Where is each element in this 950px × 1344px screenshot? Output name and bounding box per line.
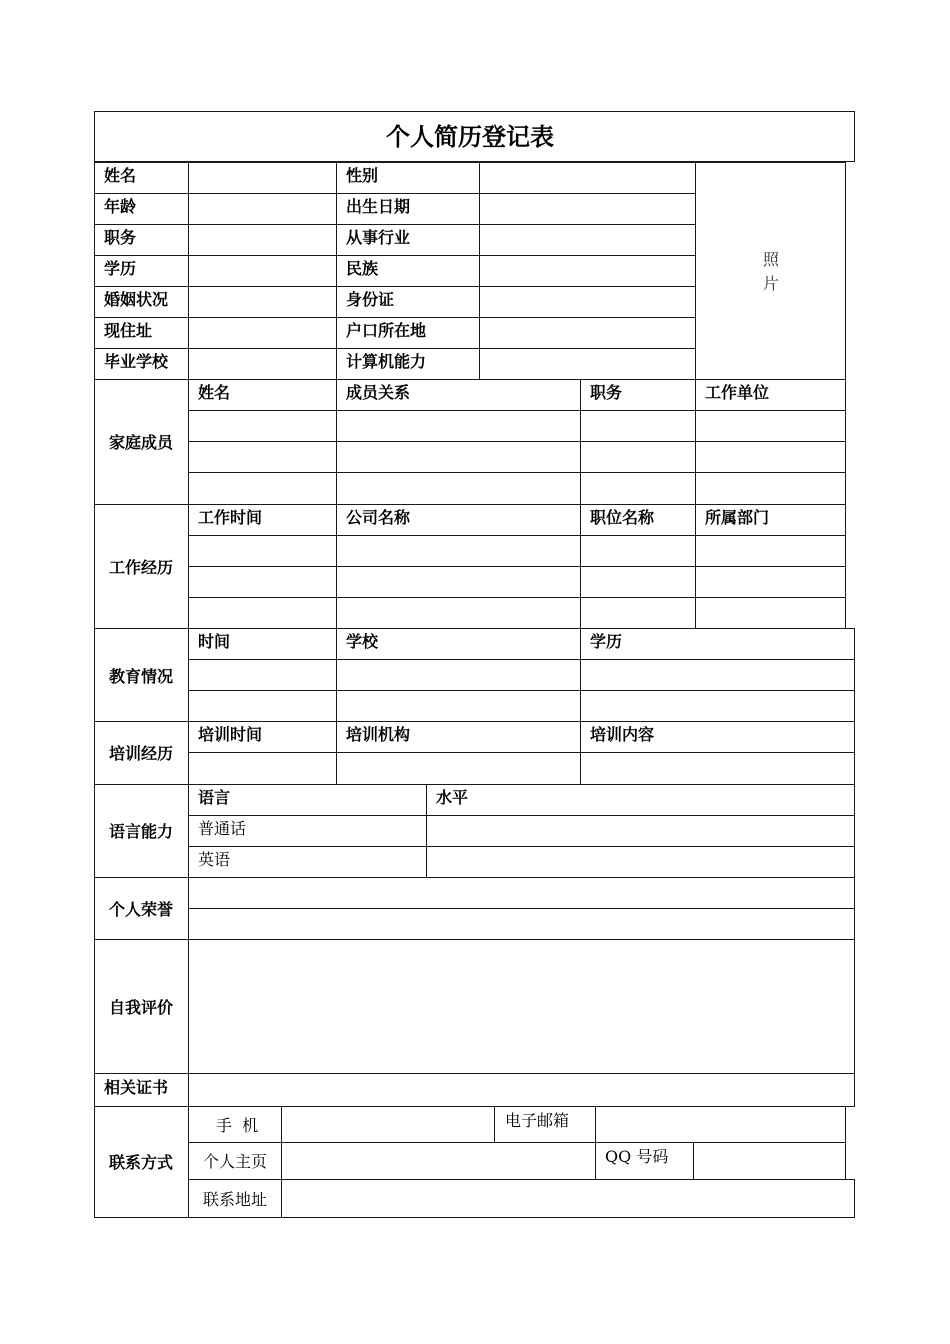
work-row-cell[interactable]	[695, 566, 846, 598]
honors-input[interactable]	[188, 877, 855, 909]
edu-row-cell[interactable]	[336, 659, 581, 691]
education-input[interactable]	[188, 255, 337, 287]
family-row-cell[interactable]	[695, 472, 846, 505]
language-header-cell	[426, 784, 855, 816]
marital-label: 婚姻状况	[104, 290, 169, 309]
family-row-cell[interactable]	[336, 441, 581, 473]
age-input[interactable]	[188, 193, 337, 225]
language-header-language: 语言	[198, 788, 231, 807]
name-label: 姓名	[104, 166, 137, 185]
language-row-english: 英语	[198, 850, 231, 869]
edu-row-cell[interactable]	[580, 659, 855, 691]
family-row-cell[interactable]	[188, 441, 337, 473]
language-level-input[interactable]	[426, 846, 855, 878]
work-row-cell[interactable]	[188, 597, 337, 629]
certificates-section-label: 相关证书	[104, 1078, 169, 1097]
marital-input[interactable]	[188, 286, 337, 318]
gender-input[interactable]	[479, 162, 696, 194]
training-row-cell[interactable]	[336, 752, 581, 785]
gender-label: 性别	[346, 166, 379, 185]
training-header-content: 培训内容	[590, 725, 655, 744]
photo-label: 照 片	[762, 250, 779, 293]
edu-row-cell[interactable]	[336, 690, 581, 722]
birth-input[interactable]	[479, 193, 696, 225]
work-row-cell[interactable]	[580, 566, 696, 598]
family-section-label: 家庭成员	[109, 433, 174, 452]
computer-label: 计算机能力	[346, 352, 427, 371]
age-label: 年龄	[104, 197, 137, 216]
form-title: 个人简历登记表	[386, 122, 554, 151]
family-row-cell[interactable]	[695, 441, 846, 473]
family-row-cell[interactable]	[336, 472, 581, 505]
family-header-employer: 工作单位	[705, 383, 770, 402]
family-row-cell[interactable]	[695, 410, 846, 442]
language-level-input[interactable]	[426, 815, 855, 847]
work-row-cell[interactable]	[580, 535, 696, 567]
training-row-cell[interactable]	[188, 752, 337, 785]
language-row-mandarin: 普通话	[198, 819, 247, 838]
position-input[interactable]	[188, 224, 337, 256]
work-row-cell[interactable]	[695, 597, 846, 629]
birth-label: 出生日期	[346, 197, 411, 216]
training-header-time: 培训时间	[198, 725, 263, 744]
homepage-input[interactable]	[281, 1142, 596, 1180]
family-row-cell[interactable]	[188, 410, 337, 442]
work-row-cell[interactable]	[336, 566, 581, 598]
contact-section-label: 联系方式	[109, 1153, 174, 1172]
edu-header-degree: 学历	[590, 632, 623, 651]
family-row-cell[interactable]	[188, 472, 337, 505]
hukou-label: 户口所在地	[346, 321, 427, 340]
language-section-label: 语言能力	[109, 822, 174, 841]
edu-row-cell[interactable]	[580, 690, 855, 722]
edu-row-cell[interactable]	[188, 659, 337, 691]
ethnicity-input[interactable]	[479, 255, 696, 287]
address-input[interactable]	[188, 317, 337, 349]
edu-section-label: 教育情况	[109, 667, 174, 686]
id-input[interactable]	[479, 286, 696, 318]
edu-header-school: 学校	[346, 632, 379, 651]
contact-address-label: 联系地址	[203, 1190, 268, 1209]
qq-input[interactable]	[693, 1142, 846, 1180]
family-header-position: 职务	[590, 383, 623, 402]
work-row-cell[interactable]	[336, 597, 581, 629]
training-section-label: 培训经历	[109, 744, 174, 763]
family-row-cell[interactable]	[580, 472, 696, 505]
edu-header-time: 时间	[198, 632, 231, 651]
email-input[interactable]	[595, 1106, 846, 1143]
id-label: 身份证	[346, 290, 395, 309]
work-row-cell[interactable]	[188, 535, 337, 567]
work-header-company: 公司名称	[346, 508, 411, 527]
homepage-label: 个人主页	[203, 1152, 268, 1171]
work-row-cell[interactable]	[336, 535, 581, 567]
training-row-cell[interactable]	[580, 752, 855, 785]
contact-address-input[interactable]	[281, 1179, 855, 1218]
family-row-cell[interactable]	[336, 410, 581, 442]
phone-input[interactable]	[281, 1106, 495, 1143]
honors-input[interactable]	[188, 908, 855, 940]
honors-section-label: 个人荣誉	[109, 900, 174, 919]
self-eval-input[interactable]	[188, 939, 855, 1074]
position-label: 职务	[104, 228, 137, 247]
work-header-time: 工作时间	[198, 508, 263, 527]
education-label: 学历	[104, 259, 137, 278]
school-input[interactable]	[188, 348, 337, 380]
name-input[interactable]	[188, 162, 337, 194]
work-row-cell[interactable]	[695, 535, 846, 567]
family-row-cell[interactable]	[580, 441, 696, 473]
computer-input[interactable]	[479, 348, 696, 380]
work-header-department: 所属部门	[705, 508, 770, 527]
certificates-input[interactable]	[188, 1073, 855, 1107]
hukou-input[interactable]	[479, 317, 696, 349]
family-header-relation: 成员关系	[346, 383, 411, 402]
family-row-cell[interactable]	[580, 410, 696, 442]
industry-label: 从事行业	[346, 228, 411, 247]
ethnicity-label: 民族	[346, 259, 379, 278]
training-header-institution: 培训机构	[346, 725, 411, 744]
work-header-title: 职位名称	[590, 508, 655, 527]
email-label: 电子邮箱	[505, 1111, 570, 1130]
school-label: 毕业学校	[104, 352, 169, 371]
industry-input[interactable]	[479, 224, 696, 256]
qq-label: QQ 号码	[605, 1147, 669, 1166]
self-eval-section-label: 自我评价	[109, 998, 174, 1017]
address-label: 现住址	[104, 321, 153, 340]
phone-label: 手 机	[216, 1116, 259, 1135]
work-row-cell[interactable]	[188, 566, 337, 598]
family-header-name: 姓名	[198, 383, 231, 402]
language-header-level: 水平	[436, 788, 469, 807]
work-section-label: 工作经历	[109, 558, 174, 577]
work-row-cell[interactable]	[580, 597, 696, 629]
edu-row-cell[interactable]	[188, 690, 337, 722]
